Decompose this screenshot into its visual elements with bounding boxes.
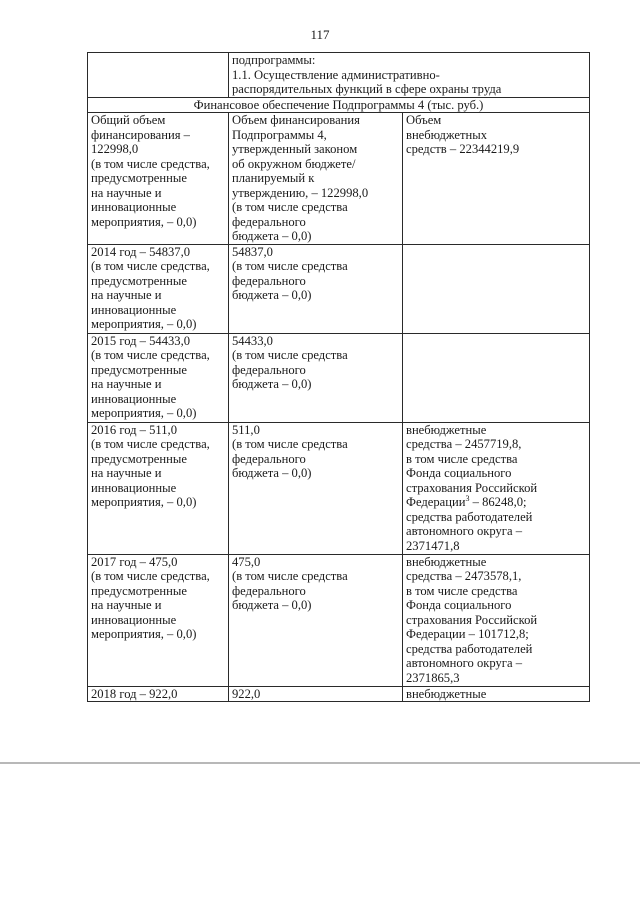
- table-row: [88, 554, 590, 686]
- footnote-mark: 3: [465, 493, 470, 503]
- extrabudget-cell: [403, 333, 590, 422]
- financing-table: [87, 52, 590, 702]
- table-row: [88, 113, 590, 245]
- page-number: 117: [310, 27, 330, 42]
- budget-cell: 922,0: [229, 686, 403, 702]
- empty-cell: [88, 53, 229, 98]
- section-title: Финансовое обеспечение Подпрограммы 4 (тыс. руб.): [88, 97, 590, 113]
- year-cell: 2016 год – 511,0 (в том числе средства, предусмотренные на научные и инновационные мероприятия, – 0,0): [88, 422, 229, 554]
- budget-cell: 475,0 (в том числе средства федерального бюджета – 0,0): [229, 554, 403, 686]
- extrabudget-cell: внебюджетные: [403, 686, 590, 702]
- table-row: [88, 333, 590, 422]
- continuation-cell: подпрограммы: 1.1. Осуществление административно- распорядительных функций в сфере охраны труда: [229, 53, 590, 98]
- table-row: [88, 97, 590, 113]
- table-row: [88, 53, 590, 98]
- year-cell: 2014 год – 54837,0 (в том числе средства, предусмотренные на научные и инновационные мероприятия, – 0,0): [88, 244, 229, 333]
- extrabudget-text: – 86248,0; средства работодателей автономного округа – 2371471,8: [406, 495, 533, 553]
- budget-cell: 54433,0 (в том числе средства федерального бюджета – 0,0): [229, 333, 403, 422]
- document-sheet: [87, 52, 589, 702]
- year-cell: 2018 год – 922,0: [88, 686, 229, 702]
- extrabudget-cell: [403, 244, 590, 333]
- table-row: [88, 244, 590, 333]
- table-row: [88, 422, 590, 554]
- blank-lower-area: [0, 762, 640, 907]
- budget-financing-cell: Объем финансирования Подпрограммы 4, утвержденный законом об окружном бюджете/ планируемый к утверждению, – 122998,0 (в том числе средства федерального бюджета – 0,0): [229, 113, 403, 245]
- budget-cell: 511,0 (в том числе средства федерального бюджета – 0,0): [229, 422, 403, 554]
- year-cell: 2017 год – 475,0 (в том числе средства, предусмотренные на научные и инновационные мероприятия, – 0,0): [88, 554, 229, 686]
- extrabudget-cell: [403, 422, 590, 554]
- extrabudget-text: внебюджетные средства – 2457719,8, в том числе средства Фонда социального страхования Российской Федерации: [406, 422, 538, 509]
- extrabudget-cell: Объем внебюджетных средств – 22344219,9: [403, 113, 590, 245]
- budget-cell: 54837,0 (в том числе средства федерального бюджета – 0,0): [229, 244, 403, 333]
- extrabudget-cell: внебюджетные средства – 2473578,1, в том числе средства Фонда социального страхования Российской Федерации – 101712,8; средства работодателей автономного округа – 2371865,3: [403, 554, 590, 686]
- year-cell: 2015 год – 54433,0 (в том числе средства, предусмотренные на научные и инновационные мероприятия, – 0,0): [88, 333, 229, 422]
- table-row: [88, 686, 590, 702]
- total-financing-cell: Общий объем финансирования – 122998,0 (в том числе средства, предусмотренные на научные и инновационные мероприятия, – 0,0): [88, 113, 229, 245]
